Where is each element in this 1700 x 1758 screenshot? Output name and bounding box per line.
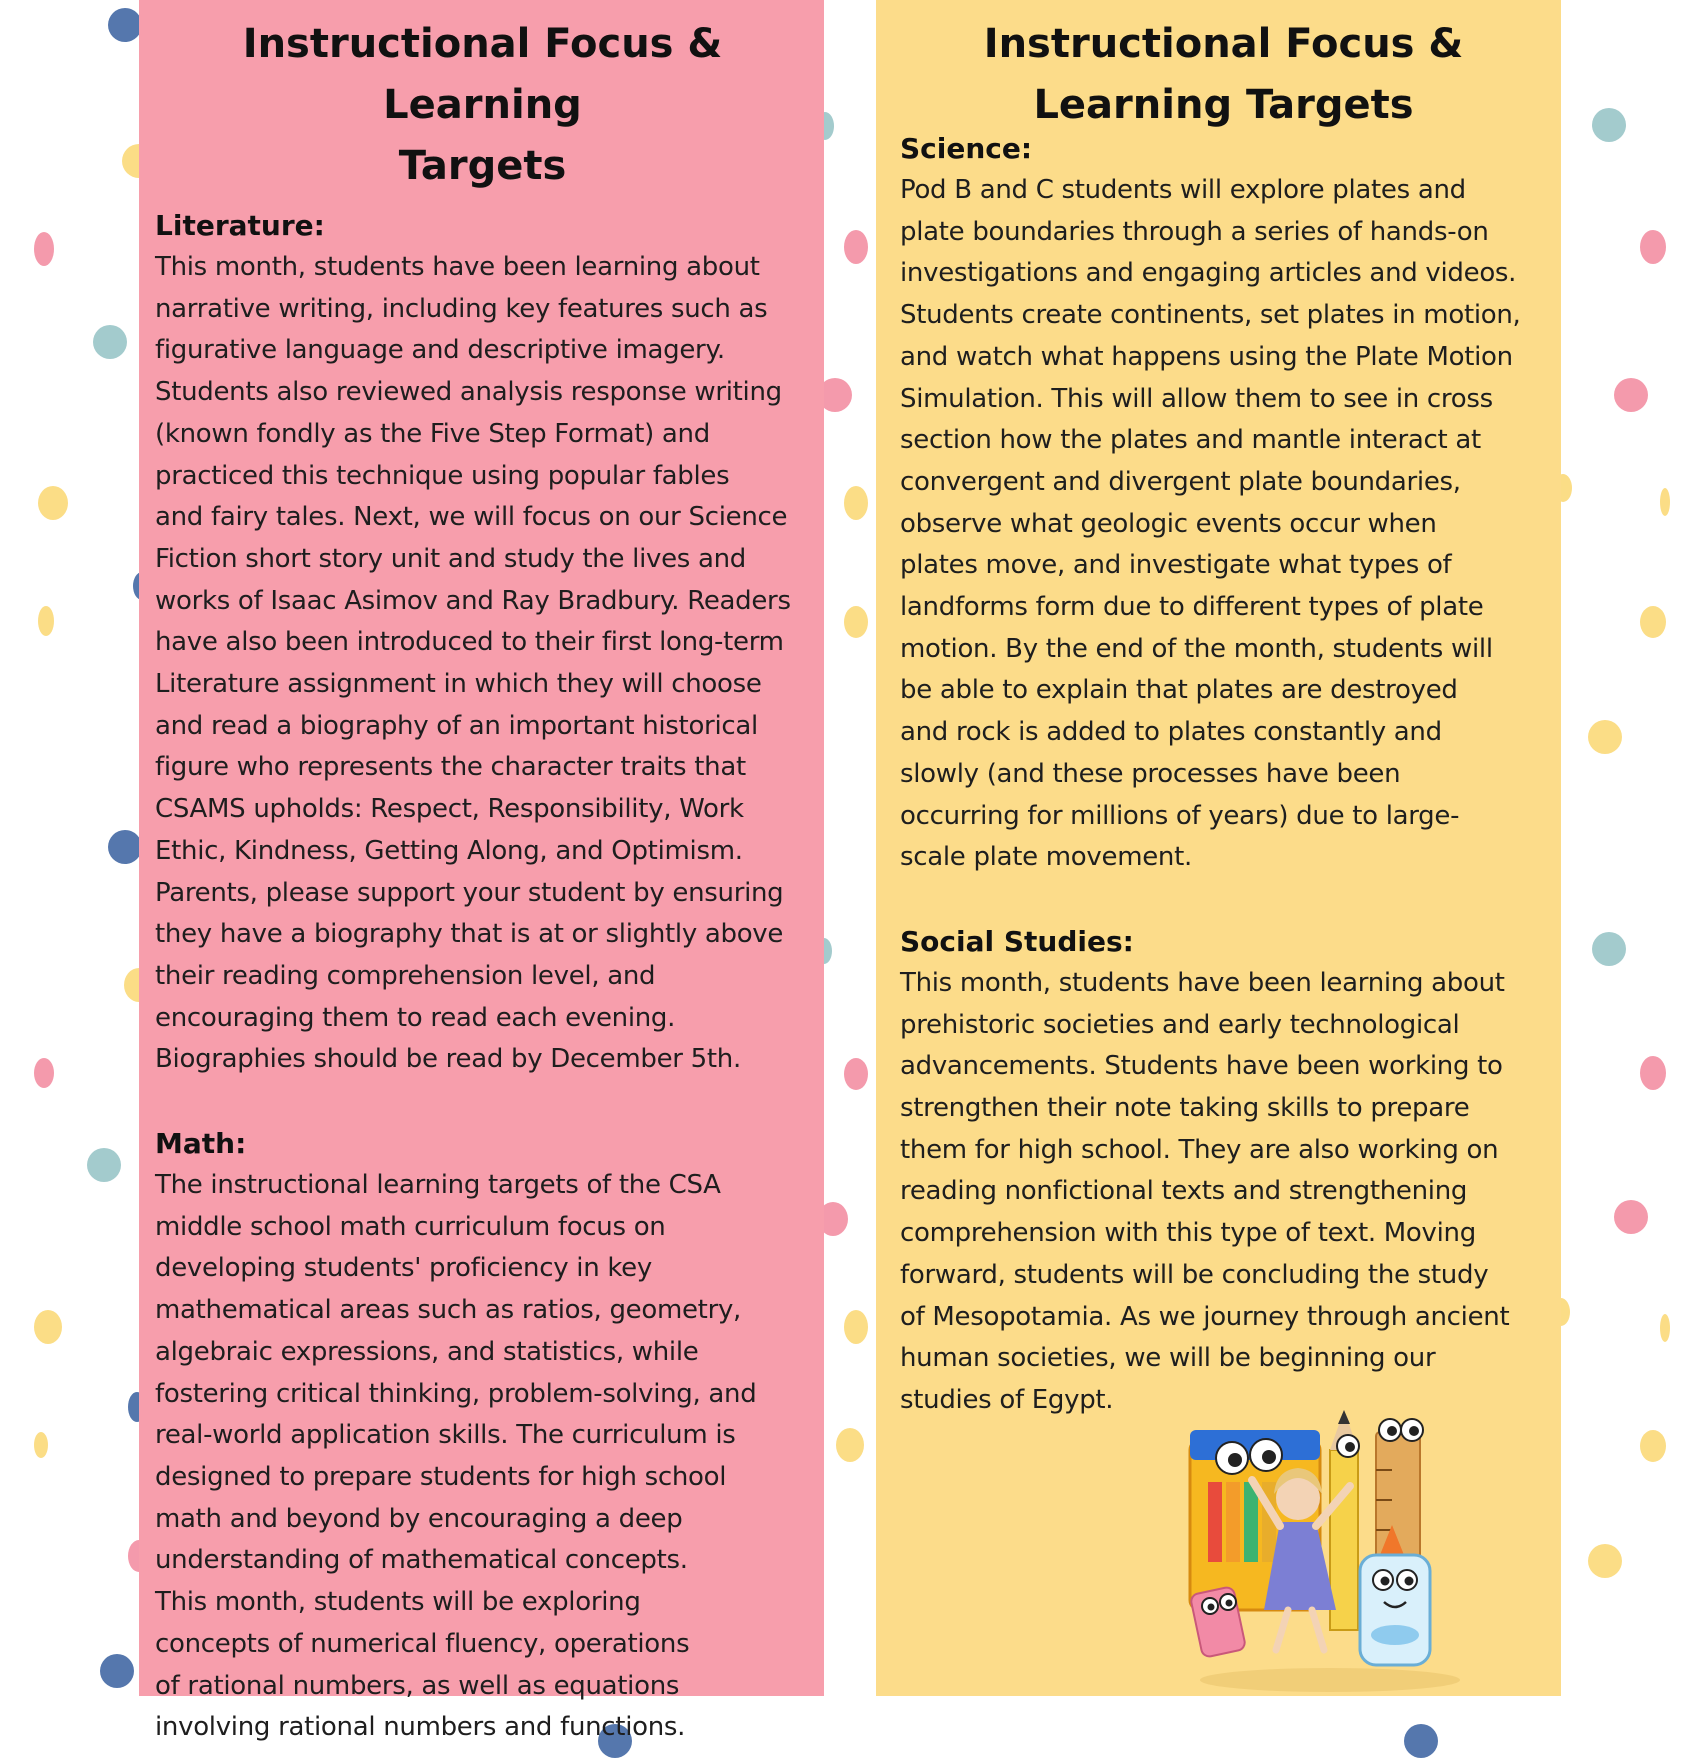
polka-dot <box>1660 488 1670 516</box>
polka-dot <box>93 325 127 359</box>
left-panel-title: Instructional Focus & Learning Targets <box>242 21 723 189</box>
polka-dot <box>34 1432 48 1458</box>
literature-body: This month, students have been learning about narrative writing, including key features such as figurative language and descriptive imagery. Students also reviewed analysis response writing (known fondly as the Five Step Format) and practiced this technique using popular fables and fairy tales. Next, we will focus on our Science Fiction short story unit and study the lives and works of Isaac Asimov and Ray Bradbury. Readers have also been introduced to their first long-term Literature assignment in which they will choose and read a biography of an important historical figure who represents the character traits that CSAMS upholds: Respect, Responsibility, Work Ethic, Kindness, Getting Along, and Optimism. Parents, please support your student by ensuring they have a biography that is at or slightly above their reading comprehension level, and encouraging them to read each evening. Biographies should be read by December 5th. <box>155 252 791 1075</box>
polka-dot <box>1614 378 1648 412</box>
polka-dot <box>844 1058 868 1090</box>
polka-dot <box>1640 1056 1666 1090</box>
math-body: The instructional learning targets of the CSA middle school math curriculum focus on developing students' proficiency in key mathematical areas such as ratios, geometry, algebraic expressions, and statistics, while fostering critical thinking, problem-solving, and real-world application skills. The curriculum is designed to prepare students for high school math and beyond by encouraging a deep understanding of mathematical concepts. This month, students will be exploring concepts of numerical fluency, operations of rational numbers, as well as equations involving rational numbers and functions. <box>155 1170 757 1743</box>
social-studies-body: This month, students have been learning about prehistoric societies and early technological advancements. Students have been working to strengthen their note taking skills to prepare them for high school. They are also working on reading nonfictional texts and strengthening comprehension with this type of text. Moving forward, students will be concluding the study of Mesopotamia. As we journey through ancient human societies, we will be beginning our studies of Egypt. <box>900 967 1510 1415</box>
polka-dot <box>34 1058 54 1088</box>
polka-dot <box>38 606 54 636</box>
polka-dot <box>1640 230 1666 264</box>
school-supplies-teacher-clipart-icon <box>1180 1410 1470 1695</box>
polka-dot <box>1588 720 1622 754</box>
science-heading: Science: <box>900 132 1033 165</box>
polka-dot <box>100 1654 134 1688</box>
social-studies-heading: Social Studies: <box>900 924 1134 958</box>
polka-dot <box>34 232 54 266</box>
left-panel <box>139 0 824 1743</box>
polka-dot <box>836 1428 864 1462</box>
polka-dot <box>34 1310 62 1344</box>
polka-dot <box>844 230 868 264</box>
polka-dot <box>1592 932 1626 966</box>
science-body: Pod B and C students will explore plates and plate boundaries through a series of hands-on investigations and engaging articles and videos. Students create continents, set plates in motion, and watch what happens using the Plate Motion Simulation. This will allow them to see in cross section how the plates and mantle interact at convergent and divergent plate boundaries, observe what geologic events occur when plates move, and investigate what types of landforms form due to different types of plate motion. By the end of the month, students will be able to explain that plates are destroyed and rock is added to plates constantly and slowly (and these processes have been occurring for millions of years) due to large- scale plate movement. <box>900 175 1521 873</box>
right-panel-title: Instructional Focus & Learning Targets <box>983 21 1464 128</box>
polka-dot <box>87 1148 121 1182</box>
math-heading: Math: <box>155 1127 247 1161</box>
polka-dot <box>844 486 868 520</box>
polka-dot <box>1404 1724 1438 1758</box>
polka-dot <box>1592 108 1626 142</box>
polka-dot <box>844 1310 868 1344</box>
polka-dot <box>1640 606 1666 638</box>
literature-heading: Literature: <box>155 209 325 242</box>
polka-dot <box>844 606 868 638</box>
polka-dot <box>1660 1314 1670 1342</box>
polka-dot <box>1588 1544 1622 1578</box>
polka-dot <box>108 8 142 42</box>
polka-dot <box>108 830 142 864</box>
polka-dot <box>1640 1430 1666 1462</box>
polka-dot <box>1614 1200 1648 1234</box>
polka-dot <box>38 486 68 520</box>
